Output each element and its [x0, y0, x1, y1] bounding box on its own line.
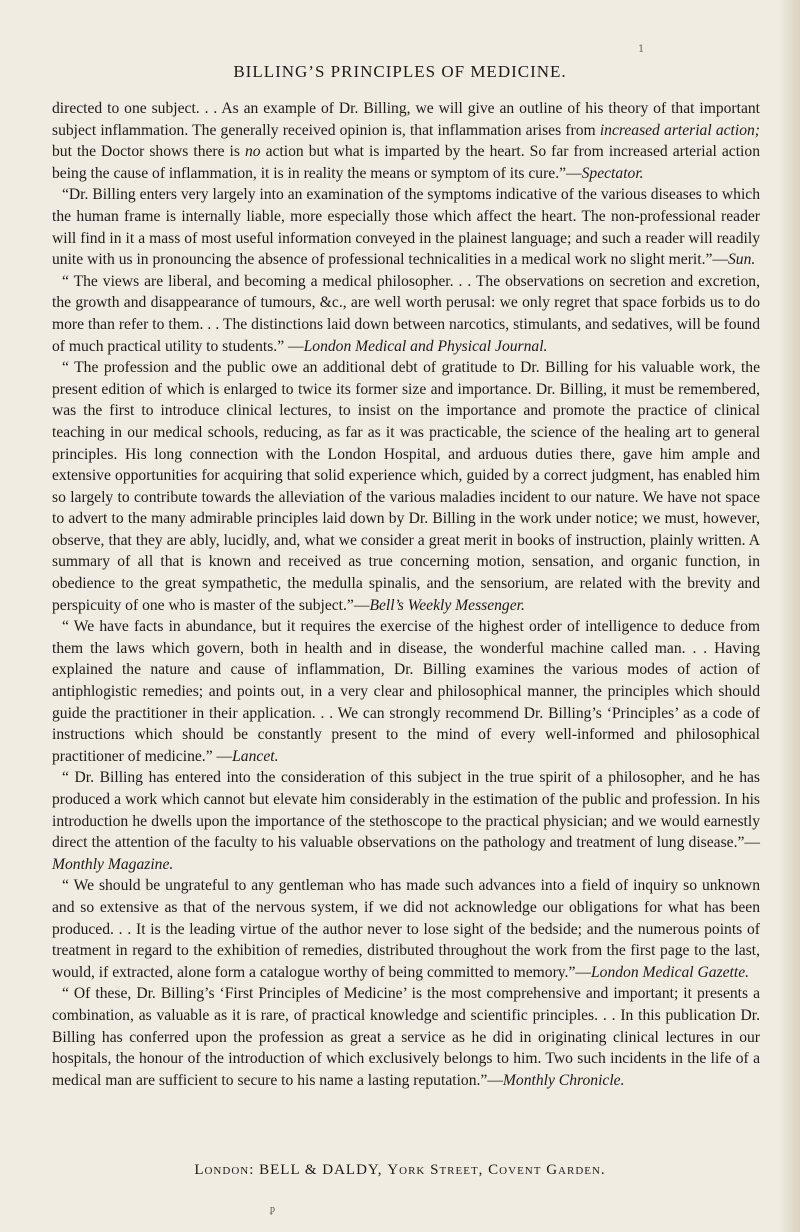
review-source: Lancet. — [232, 747, 279, 765]
emphasis: no — [244, 143, 261, 161]
review-text: “Dr. Billing enters very largely into an examination of the symptoms indicative of the various diseases to which the human frame is internally liable, more especially those which affect the heart. The non-professional reader will find in it a mass of most useful information conveyed in the plainest language; and such a reader will readily unite with us in pronouncing the absence of professional technicalities in a medical work no slight merit.”— — [52, 186, 760, 269]
review-text: “ We should be ungrateful to any gentleman who has made such advances into a field of inquiry so unknown and so extensive as that of the nervous system, if we did not acknowledge our obligations for what has been produced. . . It is the leading virtue of the author never to lose sight of the bedside; and the numerous points of treatment in regard to the exhibition of remedies, distributed throughout the work from the first page to the last, would, if extracted, alone form a catalogue worthy of being committed to memory.”— — [52, 877, 760, 981]
review-source: London Medical and Physical Journal. — [303, 337, 548, 355]
foot-mark: ᵱ — [270, 1204, 275, 1215]
review-monthly-magazine — [52, 767, 760, 875]
publisher-imprint — [0, 1162, 800, 1179]
review-text: directed to one subject. . . As an example of Dr. Billing, we will give an outline of his theory of that important subject inflammation. The generally received opinion is, that inflammation arises from — [52, 100, 760, 139]
review-lancet — [52, 616, 760, 767]
review-sun — [52, 184, 760, 270]
review-monthly-chronicle — [52, 983, 760, 1091]
review-text: “ The profession and the public owe an additional debt of gratitude to Dr. Billing for his valuable work, the present edition of which is enlarged to twice its former size and importance. Dr. Billing, it must be remembered, was the first to introduce clinical lectures, to insist on the importance and promote the practice of clinical teaching in our medical schools, reducing, as far as it was practicable, the science of the healing art to general principles. His long connection with the London Hospital, and arduous duties there, gave him ample and extensive opportunities for acquiring that solid experience which, guided by a correct judgment, has enabled him so largely to contribute towards the alleviation of the various maladies incident to our nature. We have not space to advert to the many admirable principles laid down by Dr. Billing in the work under notice; we must, however, observe, that they are ably, lucidly, and, what we consider a great merit in books of instruction, plainly written. A summary of all that is known and received as true concerning motion, sensation, and organic function, in obedience to the great sympathetic, the medulla spinalis, and the sensorium, are related with the brevity and perspicuity of one who is master of the subject.”— — [52, 359, 760, 614]
reviews-body — [52, 98, 760, 1091]
imprint-address: York Street, Covent Garden. — [387, 1162, 606, 1178]
review-text: “ Of these, Dr. Billing’s ‘First Principles of Medicine’ is the most comprehensive and important; it presents a combination, as valuable as it is rare, of practical knowledge and scientific principles. . . In this publication Dr. Billing has conferred upon the profession as great a service as he did in originating clinical lectures in our hospitals, the honour of the introduction of which exclusively belongs to him. Two such incidents in the life of a medical man are sufficient to secure to his name a lasting reputation.”— — [52, 985, 760, 1089]
review-london-medical-gazette — [52, 875, 760, 983]
emphasis: increased arterial action; — [599, 121, 760, 139]
review-text: “ We have facts in abundance, but it requires the exercise of the highest order of intelligence to deduce from them the laws which govern, both in health and in disease, the wonderful machine called man. . . Having explained the nature and cause of inflammation, Dr. Billing examines the various modes of action of antiphlogistic remedies; and points out, in a very clear and philosophical manner, the principles which should guide the practitioner in their application. . . We can strongly recommend Dr. Billing’s ‘Principles’ as a code of instructions which should be constantly present to the mind of every well-informed and philosophical practitioner of medicine.” — — [52, 618, 760, 765]
review-bells-weekly-messenger — [52, 357, 760, 616]
page-edge-shadow — [778, 0, 800, 1232]
review-london-medical-physical-journal — [52, 271, 760, 357]
review-source: Sun. — [728, 251, 756, 269]
review-spectator — [52, 98, 760, 184]
review-source: Bell’s Weekly Messenger. — [369, 596, 525, 614]
imprint-place: London: — [194, 1162, 255, 1178]
running-header: BILLING’S PRINCIPLES OF MEDICINE. — [233, 62, 567, 81]
review-source: Monthly Chronicle. — [502, 1071, 625, 1089]
review-source: Monthly Magazine. — [52, 855, 174, 873]
review-text: action but what is imparted by the heart. So far from increased arterial action being the cause of inflammation, it is in reality the means or symptom of its cure.”— — [52, 143, 760, 182]
review-text: but the Doctor shows there is — [52, 143, 245, 161]
review-text: “ The views are liberal, and becoming a medical philosopher. . . The observations on secretion and excretion, the growth and disappearance of tumours, &c., are well worth perusal: we only regret that space forbids us to do more than refer to them. . . The distinctions laid down between narcotics, stimulants, and sedatives, will be found of much practical utility to students.” — — [52, 272, 760, 355]
review-source: London Medical Gazette. — [590, 963, 750, 981]
page-mark: 1 — [638, 44, 645, 55]
review-text: “ Dr. Billing has entered into the consideration of this subject in the true spirit of a philosopher, and he has produced a work which cannot but elevate him considerably in the estimation of the public and profession. In his introduction he dwells upon the importance of the stethoscope to the practical physician; and we would earnestly direct the attention of the faculty to his valuable observations on the pathology and treatment of lung disease.”— — [52, 769, 760, 852]
imprint-publisher: BELL & DALDY, — [259, 1162, 383, 1178]
review-source: Spectator. — [581, 164, 644, 182]
